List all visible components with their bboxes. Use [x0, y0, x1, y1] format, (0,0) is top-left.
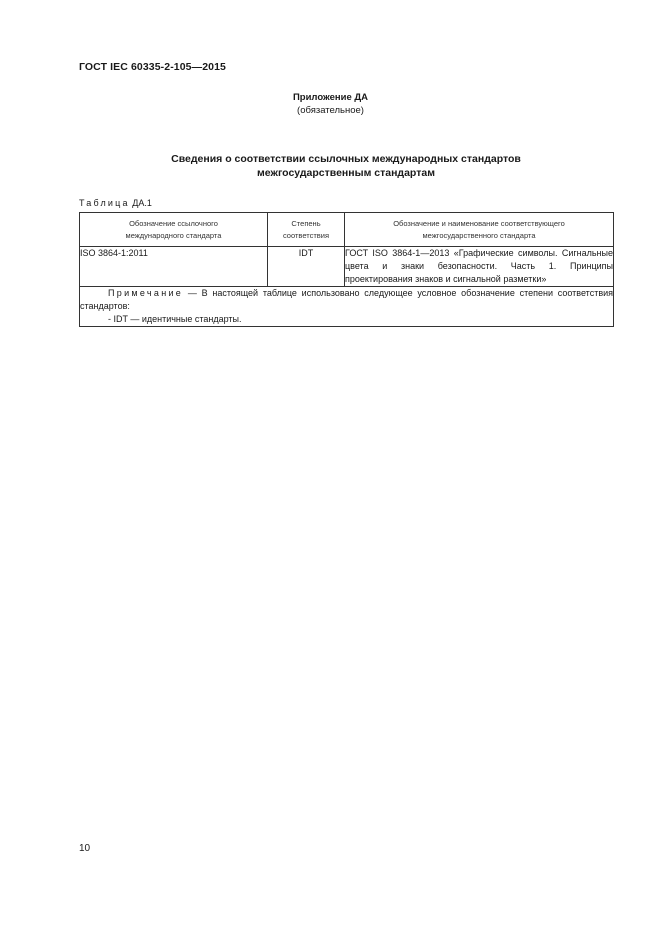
- correspondence-table: [79, 212, 614, 327]
- table-caption: [79, 198, 152, 208]
- column-header-line: межгосударственного стандарта: [422, 231, 536, 240]
- section-title: [0, 152, 661, 180]
- table-row: [80, 247, 614, 287]
- column-header-line: Степень: [291, 219, 321, 228]
- cell-interstate-standard: ГОСТ ISO 3864-1—2013 «Графические символы. Сигнальные цвета и знаки безопасности. Часть 1. Принципы проектирования знаков и сигнальной разметки»: [345, 247, 614, 287]
- column-header-line: соответствия: [282, 231, 330, 240]
- column-header-degree: [268, 213, 345, 247]
- column-header-interstate-standard: [345, 213, 614, 247]
- column-header-line: международного стандарта: [125, 231, 222, 240]
- note-body: — В настоящей таблице использовано следующее условное обозначение степени соответствия стандартов:: [80, 288, 613, 311]
- document-designation: ГОСТ IEC 60335-2-105—2015: [79, 61, 226, 73]
- table-note: [80, 287, 614, 327]
- note-label: Примечание: [108, 288, 184, 298]
- annex-heading: [0, 91, 661, 117]
- table-note-row: [80, 287, 614, 327]
- table-caption-id: ДА.1: [132, 198, 152, 208]
- table-header-row: [80, 213, 614, 247]
- annex-status: (обязательное): [297, 105, 364, 116]
- table-caption-word: Таблица: [79, 198, 130, 208]
- column-header-line: Обозначение ссылочного: [129, 219, 218, 228]
- column-header-line: Обозначение и наименование соответствующего: [393, 219, 565, 228]
- note-item: - IDT — идентичные стандарты.: [108, 314, 242, 324]
- section-title-line1: Сведения о соответствии ссылочных международных стандартов: [171, 153, 521, 165]
- section-title-line2: межгосударственным стандартам: [257, 167, 435, 179]
- note-text: [80, 287, 613, 313]
- annex-title: Приложение ДА: [292, 92, 369, 103]
- cell-degree: IDT: [268, 247, 345, 287]
- column-header-intl-standard: [80, 213, 268, 247]
- cell-intl-standard: ISO 3864-1:2011: [80, 247, 268, 287]
- page-number: 10: [79, 843, 91, 854]
